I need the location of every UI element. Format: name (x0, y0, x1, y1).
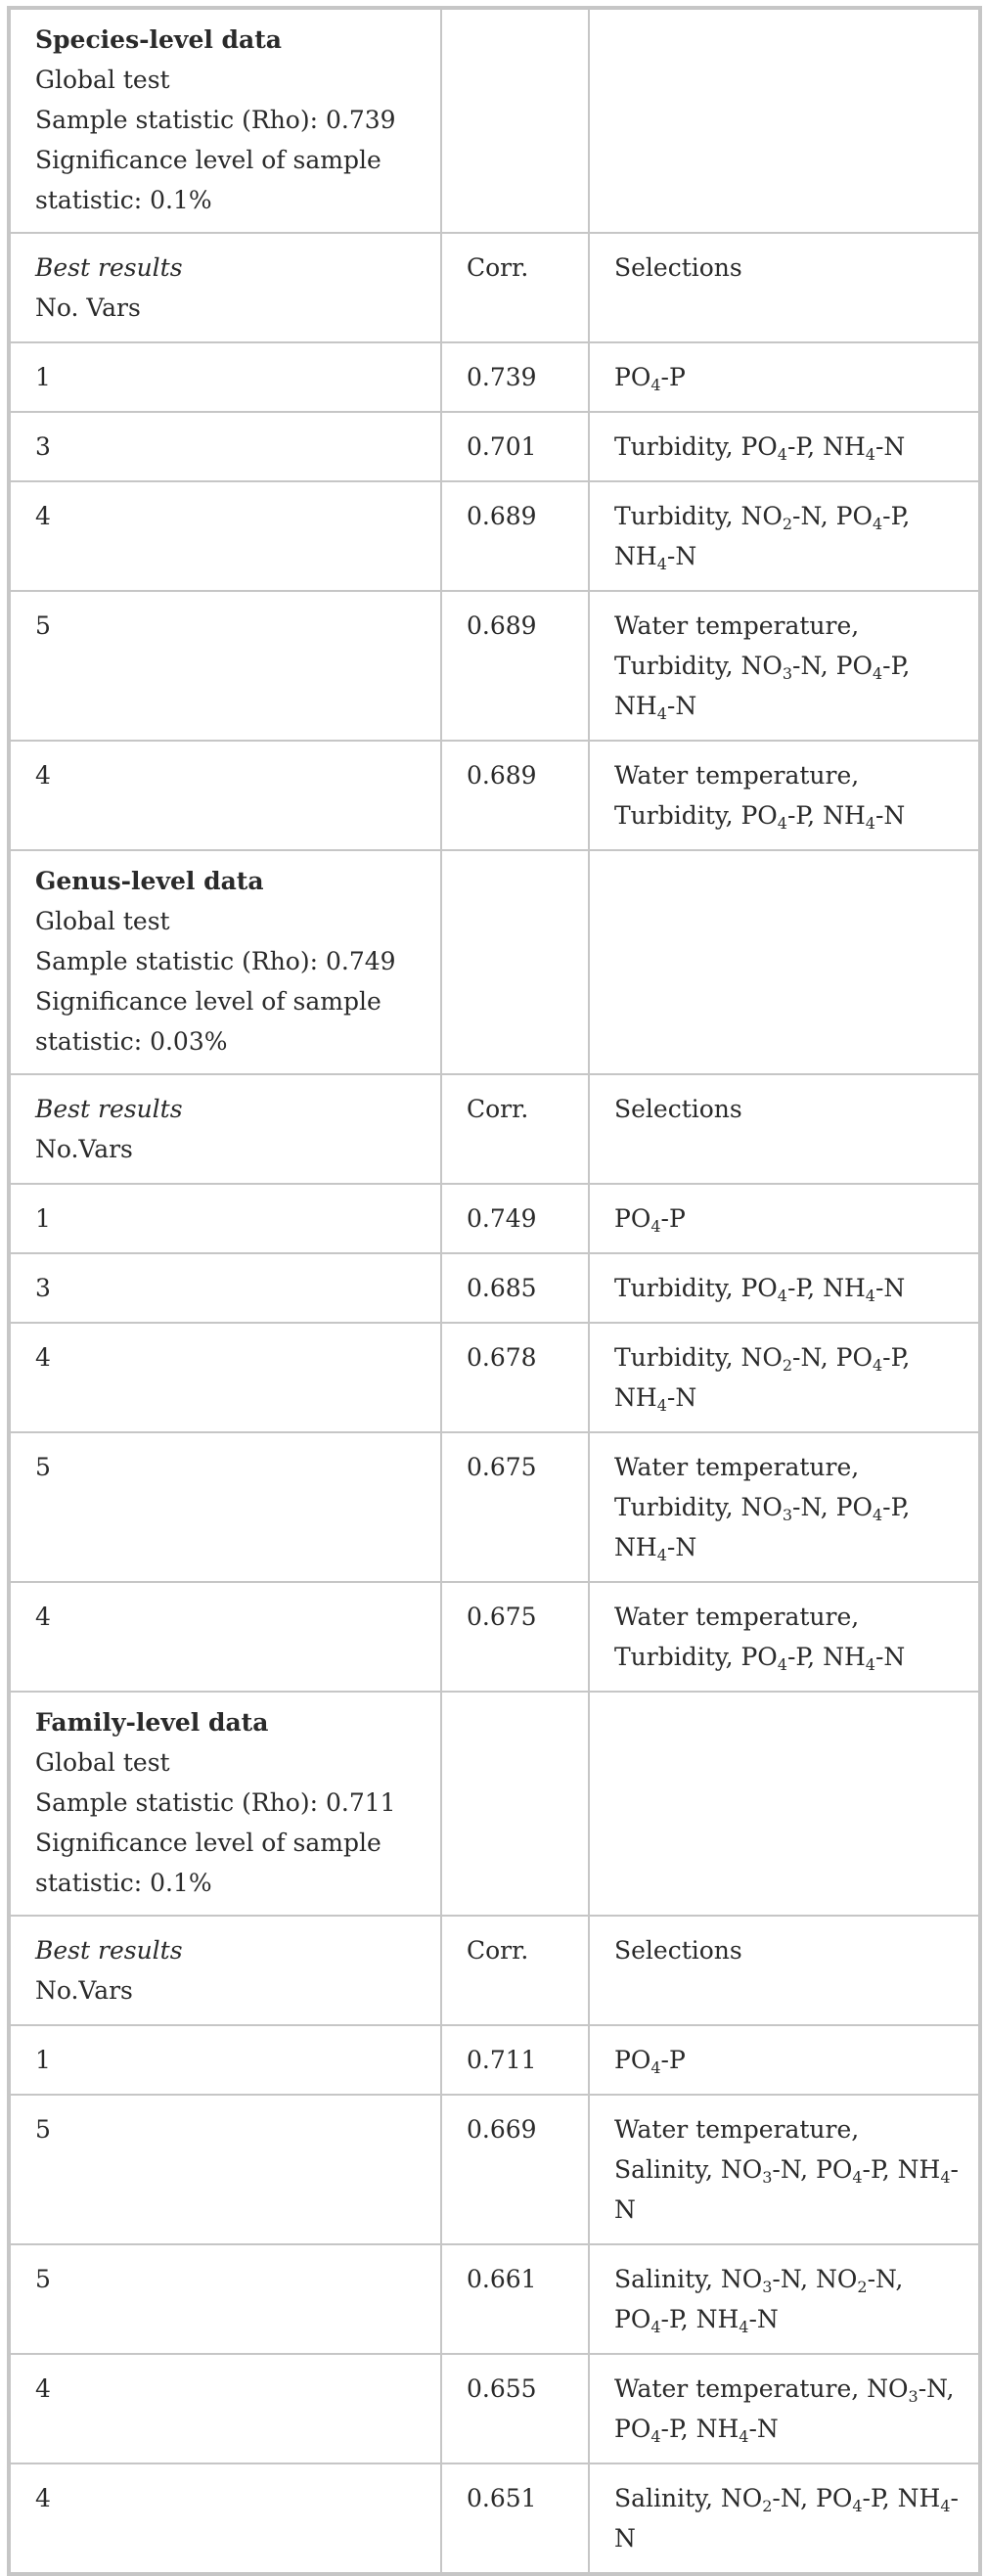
table-row (9, 2025, 980, 2095)
no-vars-label: No. Vars (35, 294, 141, 322)
no-vars-cell: 3 (9, 412, 441, 481)
no-vars-label: No.Vars (35, 1135, 133, 1163)
results-table-body (9, 8, 980, 2574)
section-title: Family-level data (35, 1708, 269, 1737)
selections-cell: Water temperature, Turbidity, $PO_4-P$, $NH_4-N$ (589, 741, 980, 850)
selections-cell: Water temperature, Salinity, $NO_3-N$, $PO_4-P$, $NH_4-N$ (589, 2095, 980, 2244)
empty-cell (589, 1692, 980, 1916)
no-vars-cell: 4 (9, 481, 441, 591)
best-results-header (9, 233, 441, 342)
empty-cell (441, 850, 589, 1074)
corr-cell: 0.689 (441, 591, 589, 741)
selections-cell: Turbidity, $NO_2-N$, $PO_4-P$, $NH_4-N$ (589, 1323, 980, 1432)
selections-cell: Water temperature, Turbidity, $NO_3-N$, $PO_4-P$, $NH_4-N$ (589, 1432, 980, 1582)
section-title: Genus-level data (35, 867, 264, 895)
selections-cell: $PO_4-P$ (589, 2025, 980, 2095)
empty-cell (589, 8, 980, 233)
selections-cell: $PO_4-P$ (589, 342, 980, 412)
corr-cell: 0.685 (441, 1253, 589, 1323)
section-title: Species-level data (35, 25, 282, 54)
significance-level: Significance level of sample statistic: 0.03% (35, 987, 381, 1056)
empty-cell (441, 8, 589, 233)
no-vars-cell: 3 (9, 1253, 441, 1323)
corr-cell: 0.661 (441, 2244, 589, 2354)
selections-cell: Turbidity, $PO_4-P$, $NH_4-N$ (589, 412, 980, 481)
table-row (9, 481, 980, 591)
significance-level: Significance level of sample statistic: 0.1% (35, 146, 381, 214)
no-vars-cell: 5 (9, 2095, 441, 2244)
no-vars-cell: 1 (9, 1184, 441, 1253)
best-results-header (9, 1916, 441, 2025)
selections-header: Selections (589, 1916, 980, 2025)
corr-cell: 0.689 (441, 481, 589, 591)
table-row (9, 412, 980, 481)
table-row (9, 741, 980, 850)
global-test-label: Global test (35, 1748, 170, 1777)
corr-cell: 0.711 (441, 2025, 589, 2095)
table-row (9, 591, 980, 741)
corr-cell: 0.675 (441, 1582, 589, 1692)
table-row (9, 1323, 980, 1432)
corr-cell: 0.651 (441, 2463, 589, 2574)
corr-cell: 0.675 (441, 1432, 589, 1582)
best-results-label: Best results (35, 1936, 183, 1965)
table-row (9, 1432, 980, 1582)
section-header-row (9, 850, 980, 1074)
table-row (9, 1253, 980, 1323)
rho-statistic: Sample statistic (Rho): 0.739 (35, 106, 396, 134)
section-summary-cell (9, 1692, 441, 1916)
corr-header: Corr. (441, 233, 589, 342)
corr-header: Corr. (441, 1074, 589, 1184)
empty-cell (441, 1692, 589, 1916)
corr-cell: 0.749 (441, 1184, 589, 1253)
empty-cell (589, 850, 980, 1074)
table-row (9, 1582, 980, 1692)
best-results-header (9, 1074, 441, 1184)
table-row (9, 1184, 980, 1253)
selections-cell: Turbidity, $PO_4-P$, $NH_4-N$ (589, 1253, 980, 1323)
selections-cell: Salinity, $NO_2-N$, $PO_4-P$, $NH_4-N$ (589, 2463, 980, 2574)
no-vars-cell: 5 (9, 591, 441, 741)
table-row (9, 2095, 980, 2244)
table-row (9, 2463, 980, 2574)
no-vars-cell: 4 (9, 2463, 441, 2574)
selections-cell: Salinity, $NO_3-N$, $NO_2-N$, $PO_4-P$, $NH_4-N$ (589, 2244, 980, 2354)
no-vars-cell: 1 (9, 342, 441, 412)
selections-header: Selections (589, 1074, 980, 1184)
corr-cell: 0.701 (441, 412, 589, 481)
column-header-row (9, 1916, 980, 2025)
selections-cell: Water temperature, Turbidity, $PO_4-P$, $NH_4-N$ (589, 1582, 980, 1692)
best-results-label: Best results (35, 253, 183, 282)
no-vars-cell: 5 (9, 2244, 441, 2354)
no-vars-cell: 4 (9, 741, 441, 850)
selections-header: Selections (589, 233, 980, 342)
no-vars-cell: 4 (9, 2354, 441, 2463)
table-row (9, 342, 980, 412)
column-header-row (9, 233, 980, 342)
best-results-label: Best results (35, 1095, 183, 1123)
corr-cell: 0.655 (441, 2354, 589, 2463)
corr-header: Corr. (441, 1916, 589, 2025)
section-header-row (9, 1692, 980, 1916)
column-header-row (9, 1074, 980, 1184)
section-summary-cell (9, 850, 441, 1074)
no-vars-cell: 1 (9, 2025, 441, 2095)
no-vars-cell: 5 (9, 1432, 441, 1582)
no-vars-cell: 4 (9, 1323, 441, 1432)
table-row (9, 2354, 980, 2463)
selections-cell: Water temperature, Turbidity, $NO_3-N$, $PO_4-P$, $NH_4-N$ (589, 591, 980, 741)
significance-level: Significance level of sample statistic: 0.1% (35, 1829, 381, 1897)
section-header-row (9, 8, 980, 233)
global-test-label: Global test (35, 907, 170, 935)
rho-statistic: Sample statistic (Rho): 0.711 (35, 1788, 396, 1817)
results-table (7, 6, 982, 2576)
corr-cell: 0.678 (441, 1323, 589, 1432)
no-vars-cell: 4 (9, 1582, 441, 1692)
corr-cell: 0.689 (441, 741, 589, 850)
global-test-label: Global test (35, 66, 170, 94)
selections-cell: Water temperature, $NO_3-N$, $PO_4-P$, $NH_4-N$ (589, 2354, 980, 2463)
section-summary-cell (9, 8, 441, 233)
no-vars-label: No.Vars (35, 1976, 133, 2005)
corr-cell: 0.739 (441, 342, 589, 412)
table-row (9, 2244, 980, 2354)
corr-cell: 0.669 (441, 2095, 589, 2244)
rho-statistic: Sample statistic (Rho): 0.749 (35, 947, 396, 975)
selections-cell: $PO_4-P$ (589, 1184, 980, 1253)
selections-cell: Turbidity, $NO_2-N$, $PO_4-P$, $NH_4-N$ (589, 481, 980, 591)
